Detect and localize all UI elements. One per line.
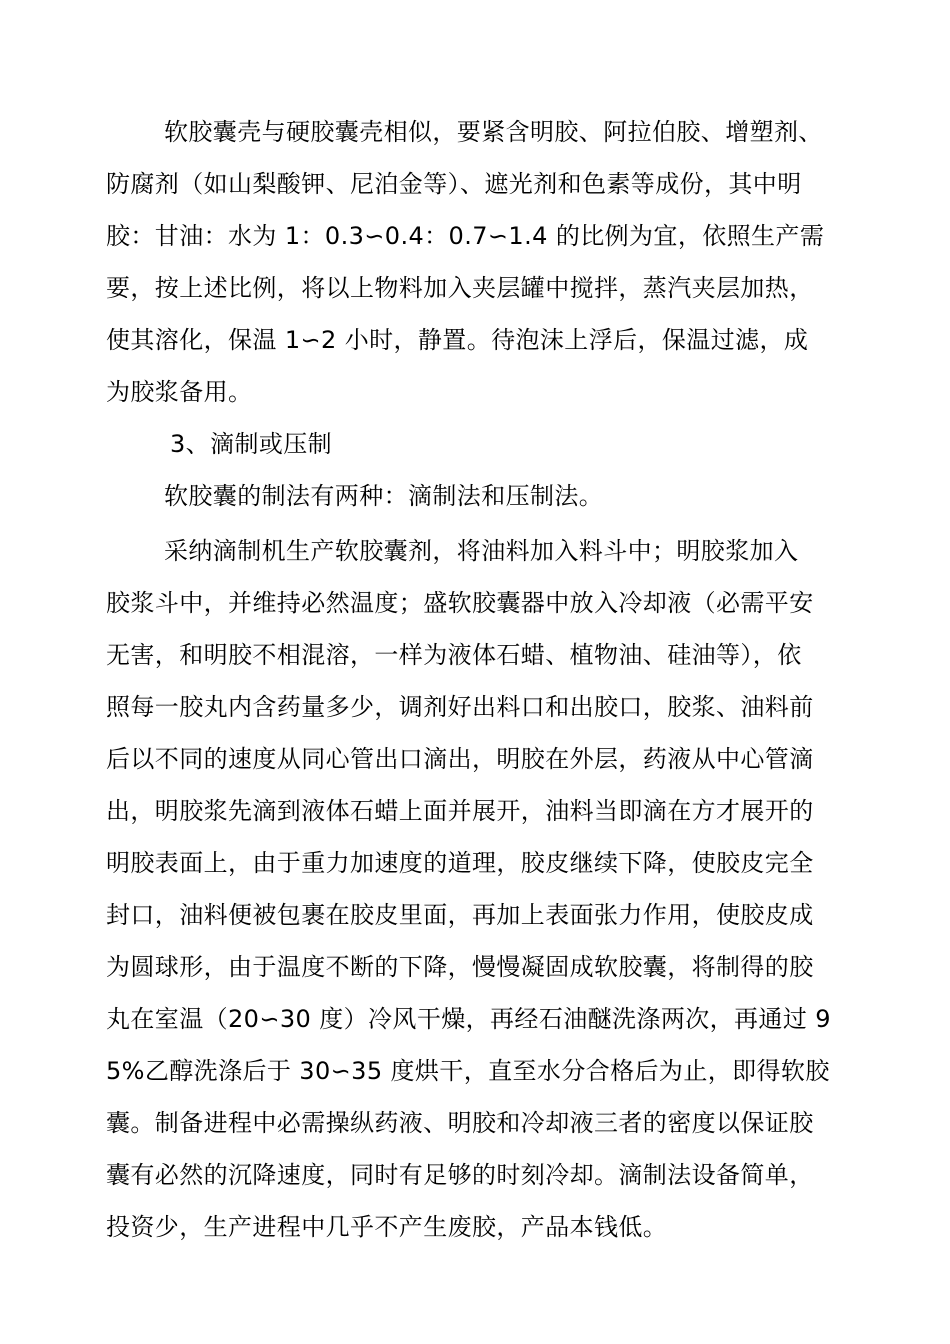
text-line: 明胶表面上，由于重力加速度的道理，胶皮继续下降，使胶皮完全 <box>106 849 814 877</box>
text-line: 使其溶化，保温 1∽2 小时，静置。待泡沫上浮后，保温过滤，成 <box>106 326 809 354</box>
text-line: 5%乙醇洗涤后于 30∽35 度烘干，直至水分合格后为止，即得软胶 <box>106 1057 830 1085</box>
text-line: 要，按上述比例，将以上物料加入夹层罐中搅拌，蒸汽夹层加热， <box>106 274 814 302</box>
section-heading: 3、滴制或压制 <box>170 430 333 458</box>
text-line: 胶：甘油：水为 1：0.3∽0.4：0.7∽1.4 的比例为宜，依照生产需 <box>106 222 825 250</box>
text-line: 软胶囊的制法有两种：滴制法和压制法。 <box>164 482 604 510</box>
text-line: 出，明胶浆先滴到液体石蜡上面并展开，油料当即滴在方才展开的 <box>106 797 814 825</box>
text-line: 胶浆斗中，并维持必然温度；盛软胶囊器中放入冷却液（必需平安 <box>106 589 814 617</box>
text-line: 采纳滴制机生产软胶囊剂，将油料加入料斗中；明胶浆加入 <box>164 537 799 565</box>
text-line: 囊。制备进程中必需操纵药液、明胶和冷却液三者的密度以保证胶 <box>106 1109 814 1137</box>
text-line: 防腐剂（如山梨酸钾、尼泊金等）、遮光剂和色素等成份，其中明 <box>106 170 802 198</box>
text-line: 丸在室温（20∽30 度）冷风干燥，再经石油醚洗涤两次，再通过 9 <box>106 1005 831 1033</box>
text-line: 投资少，生产进程中几乎不产生废胶，产品本钱低。 <box>106 1213 668 1241</box>
text-line: 照每一胶丸内含药量多少，调剂好出料口和出胶口，胶浆、油料前 <box>106 693 814 721</box>
text-line: 无害，和明胶不相混溶，一样为液体石蜡、植物油、硅油等），依 <box>106 641 802 669</box>
text-line: 为胶浆备用。 <box>106 378 253 406</box>
text-line: 为圆球形，由于温度不断的下降，慢慢凝固成软胶囊，将制得的胶 <box>106 953 814 981</box>
text-line: 软胶囊壳与硬胶囊壳相似，要紧含明胶、阿拉伯胶、增塑剂、 <box>164 118 823 146</box>
text-line: 后以不同的速度从同心管出口滴出，明胶在外层，药液从中心管滴 <box>106 745 814 773</box>
text-line: 封口，油料便被包裹在胶皮里面，再加上表面张力作用，使胶皮成 <box>106 901 814 929</box>
text-line: 囊有必然的沉降速度，同时有足够的时刻冷却。滴制法设备简单， <box>106 1161 814 1189</box>
